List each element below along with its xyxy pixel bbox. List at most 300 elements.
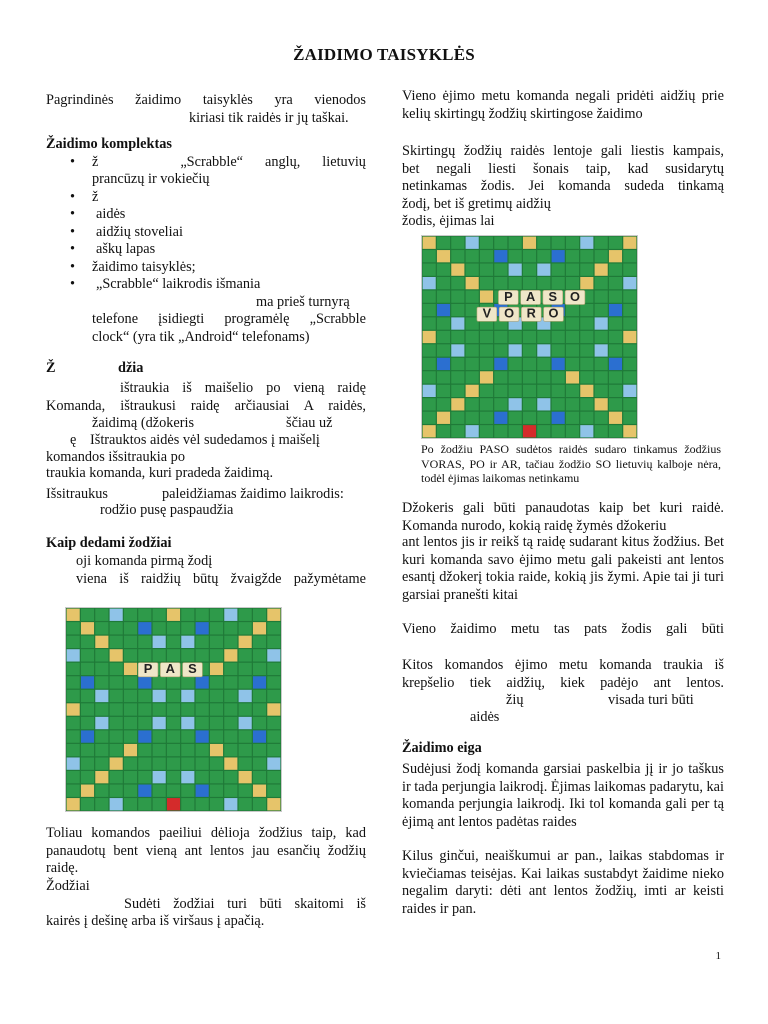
board-cell [167, 730, 180, 742]
board-cell [423, 317, 436, 329]
board-cell [480, 237, 493, 249]
paragraph-line: bet negali liesti šonais taip, kad susidarytų [402, 160, 724, 177]
board-cell [239, 757, 252, 769]
board-cell [67, 649, 80, 661]
board-cell [124, 744, 137, 756]
board-cell [210, 649, 223, 661]
board-cell [138, 649, 151, 661]
board-cell [552, 385, 565, 397]
board-cell [437, 344, 450, 356]
board-cell [181, 622, 194, 634]
board-cell [451, 358, 464, 370]
placing-line: oji komanda pirmą žodį [76, 553, 213, 569]
board-cell [580, 398, 593, 410]
board-cell [124, 649, 137, 661]
board-cell [167, 676, 180, 688]
board-cell [437, 331, 450, 343]
board-cell [451, 331, 464, 343]
start-line: žaidimą (džokeris [92, 415, 195, 431]
board-cell [537, 371, 550, 383]
board-cell [595, 358, 608, 370]
start-line: Išsitraukus [46, 486, 108, 502]
board-cell [153, 785, 166, 797]
start-line: komandos išsitraukia po [46, 449, 185, 465]
board-cell [210, 690, 223, 702]
board-cell [153, 622, 166, 634]
board-cell [523, 264, 536, 276]
board-cell [267, 609, 280, 621]
board-cell [81, 785, 94, 797]
board-cell [609, 331, 622, 343]
list-item [46, 189, 366, 207]
board-cell [110, 690, 123, 702]
board-cell [509, 344, 522, 356]
board-cell [224, 690, 237, 702]
board-cell [566, 317, 579, 329]
board-cell [523, 358, 536, 370]
board-cell [580, 385, 593, 397]
board-cell [466, 344, 479, 356]
right-paragraph-5 [402, 657, 724, 692]
svg-text:S: S [188, 661, 197, 677]
right-paragraph-4: Vieno žaidimo metu tas pats žodis gali būti [402, 621, 724, 637]
board-cell [167, 622, 180, 634]
board-cell [224, 717, 237, 729]
board-cell [239, 622, 252, 634]
board-cell [181, 717, 194, 729]
intro-line-2: kiriasi tik raidės ir jų taškai. [189, 109, 349, 126]
board-cell [595, 344, 608, 356]
board-cell [566, 385, 579, 397]
svg-text:P: P [143, 661, 153, 677]
right-paragraph-3: Džokeris gali būti panaudotas kaip bet kuri raidė. Komanda nurodo, kokią raidę žymės džokeriu [402, 500, 724, 534]
board-cell [196, 703, 209, 715]
board-cell [110, 785, 123, 797]
board-cell [609, 425, 622, 437]
board-cell [609, 371, 622, 383]
board-cell [623, 264, 636, 276]
board-cell [580, 317, 593, 329]
svg-text:S: S [548, 288, 558, 304]
board-cell [124, 690, 137, 702]
board-cell [167, 636, 180, 648]
board-cell [451, 344, 464, 356]
svg-text:A: A [525, 288, 536, 304]
board-cell [580, 250, 593, 262]
board-cell [623, 371, 636, 383]
board-cell [67, 703, 80, 715]
board-cell [110, 622, 123, 634]
board-cell [95, 757, 108, 769]
board-cell [537, 425, 550, 437]
board-cell [153, 690, 166, 702]
board-cell [224, 649, 237, 661]
image-caption: Po žodžiu PASO sudėtos raidės sudaro tinkamus žodžius VORAS, PO ir AR, tačiau žodžio SO lietuvių kalboje nėra, todėl ėjimas laikomas netinkamu [421, 442, 721, 485]
board-cell [196, 636, 209, 648]
board-cell [451, 412, 464, 424]
board-cell [552, 250, 565, 262]
board-cell [609, 344, 622, 356]
board-cell [81, 757, 94, 769]
board-cell [224, 785, 237, 797]
board-cell [224, 622, 237, 634]
letter-tile [477, 306, 497, 322]
board-cell [437, 385, 450, 397]
board-cell [167, 703, 180, 715]
board-cell [196, 622, 209, 634]
right-paragraph-1: Vieno ėjimo metu komanda negali pridėti aidžių prie kelių skirtingų žodžių skirtingose žaidimo [402, 88, 724, 122]
board-cell [81, 622, 94, 634]
board-cell [509, 371, 522, 383]
board-cell [138, 785, 151, 797]
board-cell [67, 744, 80, 756]
board-cell [95, 609, 108, 621]
board-cell [267, 730, 280, 742]
board-cell [566, 264, 579, 276]
board-cell [239, 798, 252, 810]
board-cell [480, 371, 493, 383]
board-cell [95, 676, 108, 688]
board-cell [566, 398, 579, 410]
board-cell [167, 690, 180, 702]
board-cell [423, 331, 436, 343]
board-cell [466, 425, 479, 437]
bullet: • [70, 241, 76, 257]
board-cell [437, 425, 450, 437]
board-cell [239, 636, 252, 648]
list-item-continuation [46, 294, 366, 312]
kit-item-text: clock“ (yra tik „Android“ telefonams) [92, 328, 310, 345]
board-cell [181, 636, 194, 648]
kit-item-text: prancūzų ir vokiečių [92, 171, 210, 187]
bullet: • [70, 258, 76, 275]
placing-heading: Kaip dedami žodžiai [46, 535, 172, 551]
board-cell [210, 771, 223, 783]
board-cell [239, 649, 252, 661]
board-cell [124, 663, 137, 675]
svg-text:P: P [504, 288, 513, 304]
board-cell [110, 730, 123, 742]
board-cell [181, 649, 194, 661]
letter-tile [498, 289, 518, 305]
board-cell [623, 425, 636, 437]
board-cell [494, 237, 507, 249]
board-cell [81, 798, 94, 810]
board-cell [480, 358, 493, 370]
board-cell [196, 649, 209, 661]
board-cell [153, 703, 166, 715]
board-cell [480, 277, 493, 289]
board-cell [537, 250, 550, 262]
board-cell [509, 412, 522, 424]
board-cell [552, 358, 565, 370]
board-cell [224, 663, 237, 675]
board-cell [267, 636, 280, 648]
board-cell [437, 290, 450, 302]
scrabble-board-image [421, 235, 638, 439]
board-cell [181, 744, 194, 756]
board-cell [509, 358, 522, 370]
paragraph-line: krepšelio tiek aidžių, kiek padėjo ant lentos. [402, 674, 724, 691]
board-cell [451, 250, 464, 262]
board-cell [81, 690, 94, 702]
board-cell [509, 277, 522, 289]
board-cell [124, 757, 137, 769]
board-cell [423, 304, 436, 316]
board-cell [124, 717, 137, 729]
board-cell [253, 798, 266, 810]
board-cell [81, 676, 94, 688]
board-cell [81, 703, 94, 715]
board-cell [153, 609, 166, 621]
board-cell [609, 290, 622, 302]
board-cell [623, 277, 636, 289]
board-cell [580, 358, 593, 370]
board-cell [580, 237, 593, 249]
board-cell [437, 277, 450, 289]
board-cell [480, 250, 493, 262]
board-cell [552, 425, 565, 437]
board-cell [609, 250, 622, 262]
board-cell [239, 744, 252, 756]
board-cell [267, 717, 280, 729]
board-cell [239, 676, 252, 688]
board-cell [523, 344, 536, 356]
board-cell [67, 636, 80, 648]
board-cell [239, 663, 252, 675]
board-cell [253, 730, 266, 742]
board-cell [196, 676, 209, 688]
letter-tile [521, 289, 541, 305]
board-cell [81, 636, 94, 648]
board-cell [224, 730, 237, 742]
board-cell [167, 744, 180, 756]
right-paragraph-7: Kilus ginčui, neaiškumui ar pan., laikas stabdomas ir kviečiamas teisėjas. Kai laikas sustabdyt žaidime nieko negalim daryti: dėti ant lentos žodžių, imti ar keisti raides ir pan. [402, 848, 724, 917]
board-cell [580, 331, 593, 343]
board-cell [537, 277, 550, 289]
board-cell [595, 398, 608, 410]
list-item-continuation [46, 311, 366, 329]
board-cell [267, 690, 280, 702]
board-cell [253, 676, 266, 688]
board-cell [124, 703, 137, 715]
board-cell [580, 304, 593, 316]
svg-text:A: A [165, 661, 175, 677]
board-cell [210, 703, 223, 715]
board-cell [537, 237, 550, 249]
board-cell [196, 717, 209, 729]
board-cell [423, 237, 436, 249]
board-cell [609, 358, 622, 370]
board-cell [537, 264, 550, 276]
board-cell [267, 771, 280, 783]
board-cell [110, 771, 123, 783]
board-cell [509, 237, 522, 249]
board-cell [437, 237, 450, 249]
board-cell [552, 398, 565, 410]
board-cell [494, 344, 507, 356]
board-cell [124, 798, 137, 810]
board-cell [523, 398, 536, 410]
board-cell [138, 771, 151, 783]
board-cell [239, 703, 252, 715]
bullet: • [70, 276, 76, 292]
board-cell [67, 690, 80, 702]
board-cell [224, 771, 237, 783]
board-cell [437, 304, 450, 316]
start-line: paleidžiamas žaidimo laikrodis: [162, 486, 344, 502]
paragraph-line: netinkamas žodis. Jei komanda sudeda tinkamą [402, 178, 724, 194]
board-cell [552, 277, 565, 289]
board-cell [153, 757, 166, 769]
board-cell [437, 317, 450, 329]
board-cell [196, 798, 209, 810]
board-cell [138, 730, 151, 742]
board-cell [566, 371, 579, 383]
board-cell [110, 744, 123, 756]
board-cell [239, 609, 252, 621]
board-cell [267, 785, 280, 797]
board-cell [509, 385, 522, 397]
paragraph-line: žodis, ėjimas lai [402, 213, 495, 229]
board-cell [138, 636, 151, 648]
board-cell [423, 290, 436, 302]
board-svg [422, 236, 637, 438]
board-cell [494, 277, 507, 289]
board-cell [253, 636, 266, 648]
letter-tile [499, 306, 519, 322]
board-cell [196, 757, 209, 769]
board-cell [153, 771, 166, 783]
board-cell [580, 425, 593, 437]
board-cell [224, 744, 237, 756]
board-cell [595, 371, 608, 383]
kit-item-text: „Scrabble“ laikrodis išmania [96, 276, 261, 292]
board-cell [210, 717, 223, 729]
board-cell [253, 717, 266, 729]
board-cell [67, 785, 80, 797]
board-cell [423, 358, 436, 370]
board-cell [253, 785, 266, 797]
board-cell [623, 250, 636, 262]
board-cell [81, 663, 94, 675]
paragraph-line: Kitos komandos ėjimo metu komanda traukia iš [402, 657, 724, 673]
board-cell [423, 277, 436, 289]
board-cell [124, 622, 137, 634]
kit-item-text: „Scrabble“ [180, 153, 244, 170]
board-cell [451, 425, 464, 437]
board-cell [480, 425, 493, 437]
board-cell [494, 371, 507, 383]
board-cell [451, 264, 464, 276]
words-line-2: kairės į dešinę arba iš viršaus į apačią. [46, 913, 265, 929]
board-cell [423, 250, 436, 262]
board-cell [267, 676, 280, 688]
svg-text:O: O [570, 288, 580, 304]
letter-tile [138, 661, 158, 677]
page-title: ŽAIDIMO TAISYKLĖS [293, 45, 475, 64]
kit-item-text: žaidimo taisyklės; [92, 258, 196, 275]
paragraph-fragment: visada turi būti [608, 692, 694, 708]
svg-text:V: V [482, 305, 492, 321]
board-cell [580, 371, 593, 383]
board-cell [566, 237, 579, 249]
board-cell [267, 757, 280, 769]
board-cell [167, 609, 180, 621]
kit-item-text: ma prieš turnyrą [256, 293, 350, 310]
board-cell [267, 663, 280, 675]
board-cell [153, 798, 166, 810]
board-cell [466, 398, 479, 410]
bullet: • [70, 188, 76, 205]
board-cell [67, 798, 80, 810]
board-cell [509, 425, 522, 437]
board-cell [167, 717, 180, 729]
board-cell [181, 690, 194, 702]
board-cell [153, 744, 166, 756]
board-cell [609, 385, 622, 397]
start-heading-b: džia [118, 360, 144, 376]
board-cell [181, 730, 194, 742]
board-cell [81, 649, 94, 661]
board-cell [623, 331, 636, 343]
board-cell [95, 744, 108, 756]
board-cell [623, 344, 636, 356]
board-cell [110, 609, 123, 621]
board-cell [523, 412, 536, 424]
board-cell [609, 317, 622, 329]
paragraph-line: žodį, bet iš gretimų aidžių [402, 195, 551, 212]
board-cell [253, 703, 266, 715]
board-cell [95, 636, 108, 648]
board-cell [196, 730, 209, 742]
board-cell [153, 636, 166, 648]
placing-line: viena iš raidžių būtų žvaigžde pažymėtame [76, 571, 366, 587]
board-cell [167, 771, 180, 783]
board-cell [623, 358, 636, 370]
board-cell [523, 425, 536, 437]
board-cell [95, 649, 108, 661]
board-cell [552, 412, 565, 424]
board-cell [480, 331, 493, 343]
board-cell [167, 785, 180, 797]
board-cell [124, 636, 137, 648]
board-cell [239, 771, 252, 783]
start-heading-a: Ž [46, 360, 56, 376]
board-cell [95, 785, 108, 797]
board-cell [167, 798, 180, 810]
board-cell [566, 344, 579, 356]
board-cell [523, 237, 536, 249]
board-cell [523, 250, 536, 262]
board-cell [580, 277, 593, 289]
kit-item-text: ž [92, 153, 99, 170]
board-cell [196, 609, 209, 621]
right-paragraph-2 [402, 143, 724, 231]
board-cell [480, 344, 493, 356]
board-cell [595, 317, 608, 329]
board-cell [623, 385, 636, 397]
board-cell [81, 771, 94, 783]
board-cell [623, 304, 636, 316]
board-cell [95, 798, 108, 810]
board-cell [167, 649, 180, 661]
board-cell [509, 264, 522, 276]
board-cell [609, 398, 622, 410]
board-cell [437, 250, 450, 262]
board-cell [210, 622, 223, 634]
board-cell [67, 757, 80, 769]
